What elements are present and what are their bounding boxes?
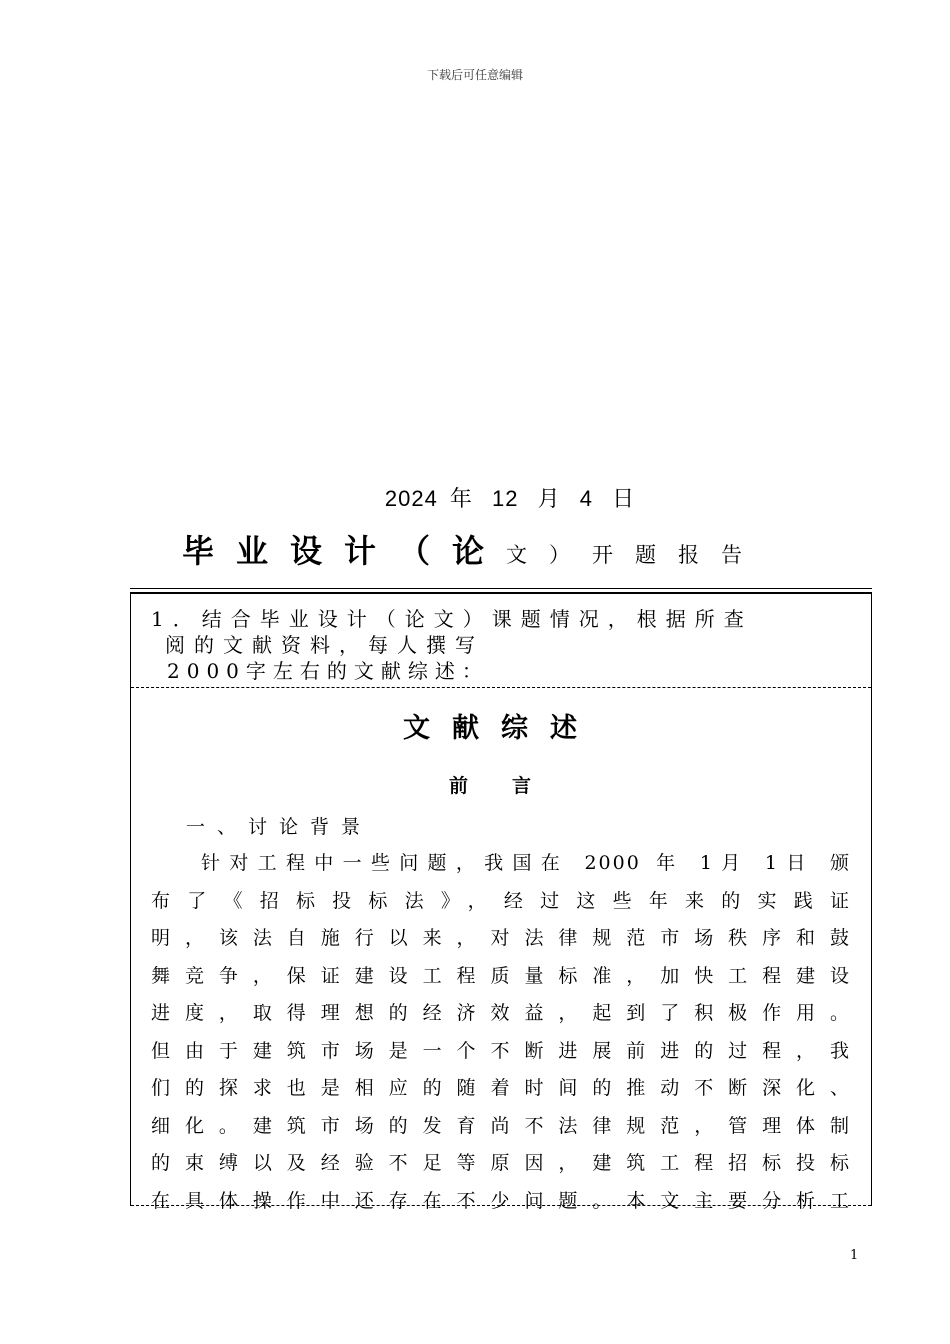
literature-review-title: 文献综述 [403, 713, 599, 744]
body-line: 细化。建筑市场的发育尚不法律规范，管理体制 [151, 1114, 851, 1137]
table-outer-border [130, 588, 872, 589]
date-day-unit: 日 [612, 486, 636, 511]
body-line: 舞竞争，保证建设工程质量标准，加快工程建设 [151, 964, 851, 987]
date-year: 2024 [384, 486, 438, 511]
report-form-table [130, 592, 872, 1212]
body-line: 明，该法自施行以来，对法律规范市场秩序和鼓 [151, 927, 851, 949]
body-line: 进度，取得理想的经济效益，起到了积极作用。 [151, 1002, 851, 1024]
download-watermark: 下载后可任意编辑 [426, 68, 523, 82]
instruction-block [151, 606, 856, 684]
body-line: 的束缚以及经验不足等原因，建筑工程招标投标 [151, 1152, 851, 1174]
report-title-rest: 文）开题报告 [506, 543, 765, 567]
date-month: 12 [491, 486, 519, 511]
dashed-bottom-border [131, 1205, 871, 1206]
date-day: 4 [579, 486, 593, 511]
dashed-divider [131, 687, 871, 688]
instruction-line-2: 阅的文献资料，每人撰写 [165, 633, 484, 657]
date-year-unit: 年 [449, 486, 473, 511]
body-line: 但由于建筑市场是一个不断进展前进的过程，我 [151, 1039, 851, 1062]
report-title [182, 526, 822, 572]
instruction-line-1: 1．结合毕业设计（论文）课题情况，根据所查 [151, 607, 753, 631]
body-line: 针对工程中一些问题，我国在 2000 年 1月 1日 颁 [201, 852, 851, 874]
instruction-line-3: 2000字左右的文献综述： [167, 659, 489, 683]
page-number: 1 [850, 1248, 859, 1263]
body-line: 们的探求也是相应的随着时间的推动不断深化、 [151, 1077, 851, 1099]
body-line: 布了《招标投标法》，经过这些年来的实践证 [151, 889, 851, 912]
body-line: 在具体操作中还存在不少问题。本文主要分析工 [151, 1189, 851, 1212]
section-heading: 一、讨论背景 [186, 816, 373, 838]
report-title-main: 毕业设计（论 [182, 532, 507, 570]
date-month-unit: 月 [537, 486, 561, 511]
preface-heading: 前言 [448, 775, 575, 797]
report-date [0, 482, 950, 513]
review-body [151, 845, 851, 1220]
